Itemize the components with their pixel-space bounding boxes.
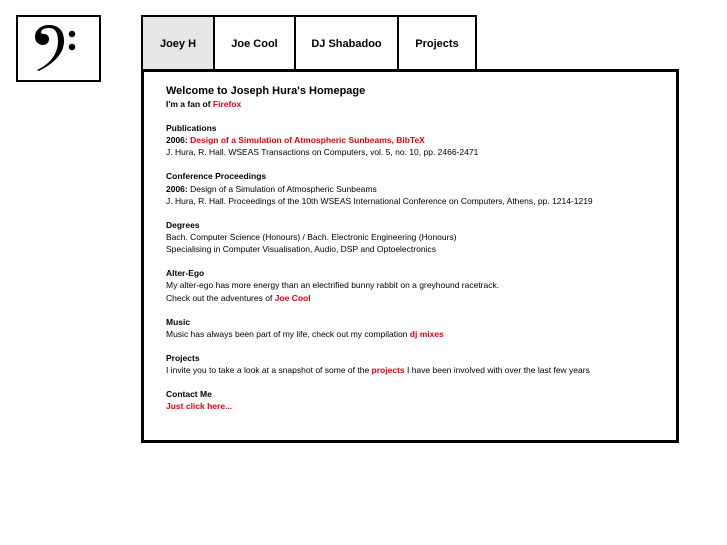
dj-mixes-link[interactable]: dj mixes bbox=[409, 328, 444, 339]
projects-heading: Projects bbox=[166, 352, 200, 363]
projects-line: I invite you to take a look at a snapshot of some of the projects I have been involved with over the last few years bbox=[166, 365, 590, 376]
fan-line: I'm a fan of Firefox bbox=[166, 99, 242, 109]
main-tabs bbox=[141, 15, 475, 71]
publications-heading: Publications bbox=[166, 123, 217, 133]
degrees-line-2: Specialising in Computer Visualisation, Audio, DSP and Optoelectronics bbox=[166, 244, 436, 255]
tab-dj-shabadoo[interactable]: DJ Shabadoo bbox=[294, 15, 399, 70]
firefox-link[interactable]: Firefox bbox=[212, 99, 242, 109]
publication-entry: 2006: Design of a Simulation of Atmospheric Sunbeams, BibTeX bbox=[166, 135, 425, 146]
alterego-line-1: My alter-ego has more energy than an electrified bunny rabbit on a greyhound racetrack. bbox=[166, 280, 500, 291]
conference-entry: 2006: Design of a Simulation of Atmospheric Sunbeams bbox=[166, 183, 377, 194]
publication-citation: J. Hura, R. Hall. WSEAS Transactions on Computers, vol. 5, no. 10, pp. 2466-2471 bbox=[166, 147, 479, 158]
alterego-heading: Alter-Ego bbox=[166, 268, 205, 279]
tab-joey-h[interactable]: Joey H bbox=[141, 15, 215, 70]
projects-link[interactable]: projects bbox=[371, 365, 405, 376]
conference-heading: Conference Proceedings bbox=[166, 171, 267, 182]
joe-cool-link[interactable]: Joe Cool bbox=[274, 292, 311, 303]
tab-projects[interactable]: Projects bbox=[397, 15, 477, 70]
content-panel bbox=[141, 69, 679, 443]
alterego-line-2: Check out the adventures of Joe Cool bbox=[166, 292, 311, 303]
music-line: Music has always been part of my life, check out my compilation dj mixes bbox=[166, 328, 444, 339]
tab-joe-cool[interactable]: Joe Cool bbox=[213, 15, 296, 70]
contact-link[interactable]: Just click here... bbox=[166, 401, 233, 412]
conference-citation: J. Hura, R. Hall. Proceedings of the 10th WSEAS International Conference on Computers, Athens, pp. 1214-1219 bbox=[166, 195, 593, 206]
homepage-content bbox=[166, 84, 666, 412]
contact-heading: Contact Me bbox=[166, 389, 212, 400]
music-heading: Music bbox=[166, 316, 191, 327]
degrees-line-1: Bach. Computer Science (Honours) / Bach. Electronic Engineering (Honours) bbox=[166, 232, 457, 243]
bass-clef-logo[interactable] bbox=[16, 15, 101, 82]
publication-link[interactable]: Design of a Simulation of Atmospheric Sunbeams, BibTeX bbox=[190, 135, 425, 146]
bass-clef-icon bbox=[18, 17, 99, 80]
page-title: Welcome to Joseph Hura's Homepage bbox=[166, 85, 366, 97]
degrees-heading: Degrees bbox=[166, 219, 200, 230]
